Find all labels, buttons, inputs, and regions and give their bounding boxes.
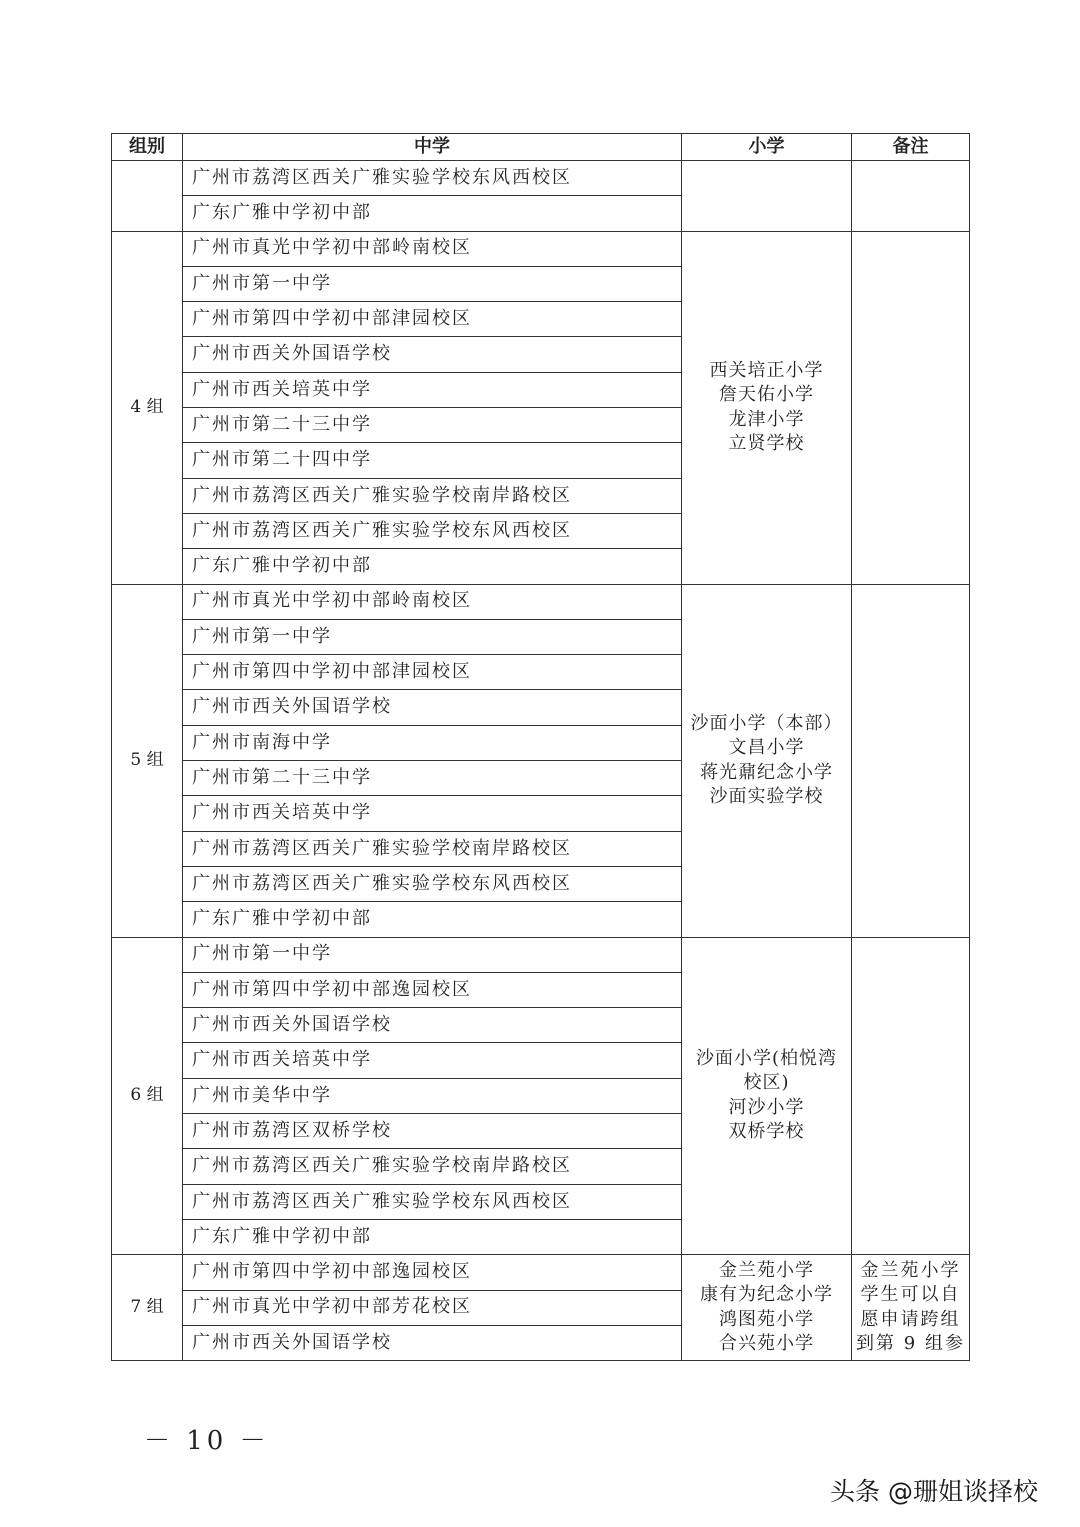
- primary-school-name: 康有为纪念小学: [700, 1284, 833, 1306]
- middle-school-cell: 广东广雅中学初中部: [183, 1219, 682, 1254]
- primary-school-name: 河沙小学: [728, 1096, 805, 1118]
- page-number: － 10 －: [144, 1426, 270, 1456]
- primary-school-name: 立贤学校: [728, 433, 805, 455]
- header-middle-school: 中学: [183, 134, 682, 161]
- middle-school-cell: 广州市西关培英中学: [183, 796, 682, 831]
- middle-school-cell: 广州市第一中学: [183, 937, 682, 972]
- primary-school-name: 沙面小学（本部）: [690, 712, 843, 734]
- middle-school-cell: 广州市第四中学初中部逸园校区: [183, 972, 682, 1007]
- middle-school-cell: 广州市真光中学初中部芳花校区: [183, 1290, 682, 1325]
- primary-school-name: 金兰苑小学: [719, 1259, 814, 1281]
- middle-school-cell: 广州市第一中学: [183, 619, 682, 654]
- middle-school-cell: 广州市真光中学初中部岭南校区: [183, 584, 682, 619]
- middle-school-cell: 广州市第二十三中学: [183, 408, 682, 443]
- header-primary-school: 小学: [682, 134, 852, 161]
- middle-school-cell: 广州市第四中学初中部逸园校区: [183, 1255, 682, 1290]
- group-label: [112, 161, 183, 232]
- primary-school-name: 双桥学校: [728, 1121, 805, 1143]
- middle-school-cell: 广州市西关培英中学: [183, 1043, 682, 1078]
- remarks-cell: [852, 161, 970, 232]
- primary-schools-cell: [682, 584, 852, 937]
- remarks-cell: [852, 584, 970, 937]
- remark-line: 学生可以自: [860, 1284, 961, 1306]
- primary-school-name: 蒋光鼐纪念小学: [700, 761, 833, 783]
- primary-school-name: 合兴苑小学: [719, 1333, 814, 1355]
- primary-school-name: 沙面小学(柏悦湾: [695, 1047, 838, 1069]
- remarks-cell: [852, 1255, 970, 1361]
- table-header-row: [112, 134, 970, 161]
- middle-school-cell: 广州市第二十四中学: [183, 443, 682, 478]
- middle-school-cell: 广州市荔湾区西关广雅实验学校南岸路校区: [183, 478, 682, 513]
- middle-school-cell: 广州市西关外国语学校: [183, 690, 682, 725]
- group-label: 7 组: [112, 1255, 183, 1361]
- middle-school-cell: 广州市西关外国语学校: [183, 337, 682, 372]
- middle-school-cell: 广州市美华中学: [183, 1078, 682, 1113]
- middle-school-cell: 广州市西关外国语学校: [183, 1325, 682, 1360]
- header-remarks: 备注: [852, 134, 970, 161]
- group-label: 6 组: [112, 937, 183, 1255]
- table-row: [112, 231, 970, 266]
- middle-school-cell: 广东广雅中学初中部: [183, 902, 682, 937]
- primary-schools-cell: [682, 1255, 852, 1361]
- primary-school-name: 校区): [743, 1072, 790, 1094]
- middle-school-cell: 广州市荔湾区双桥学校: [183, 1114, 682, 1149]
- middle-school-cell: 广州市荔湾区西关广雅实验学校东风西校区: [183, 1184, 682, 1219]
- table-row: [112, 1255, 970, 1290]
- group-label: 5 组: [112, 584, 183, 937]
- middle-school-cell: 广州市荔湾区西关广雅实验学校东风西校区: [183, 866, 682, 901]
- middle-school-cell: 广州市西关外国语学校: [183, 1008, 682, 1043]
- middle-school-cell: 广州市第一中学: [183, 266, 682, 301]
- table-row: [112, 937, 970, 972]
- middle-school-cell: 广东广雅中学初中部: [183, 549, 682, 584]
- primary-school-name: 文昌小学: [728, 737, 805, 759]
- middle-school-cell: 广州市西关培英中学: [183, 372, 682, 407]
- middle-school-cell: 广州市荔湾区西关广雅实验学校南岸路校区: [183, 831, 682, 866]
- remarks-cell: [852, 231, 970, 584]
- watermark: 头条 @珊姐谈择校: [830, 1477, 1038, 1506]
- header-group: 组别: [112, 134, 183, 161]
- school-group-table: [111, 133, 970, 1361]
- middle-school-cell: 广州市南海中学: [183, 725, 682, 760]
- table-row: [112, 161, 970, 196]
- primary-schools-cell: [682, 937, 852, 1255]
- middle-school-cell: 广州市荔湾区西关广雅实验学校东风西校区: [183, 513, 682, 548]
- middle-school-cell: 广州市真光中学初中部岭南校区: [183, 231, 682, 266]
- middle-school-cell: 广东广雅中学初中部: [183, 196, 682, 231]
- primary-school-name: 龙津小学: [728, 408, 805, 430]
- primary-school-name: 西关培正小学: [709, 359, 824, 381]
- primary-school-name: 詹天佑小学: [719, 384, 814, 406]
- remark-line: 到第 9 组参: [856, 1333, 965, 1355]
- middle-school-cell: 广州市荔湾区西关广雅实验学校南岸路校区: [183, 1149, 682, 1184]
- remark-line: 愿申请跨组: [860, 1308, 961, 1330]
- middle-school-cell: 广州市第二十三中学: [183, 761, 682, 796]
- remark-line: 金兰苑小学: [860, 1259, 961, 1281]
- primary-school-name: 鸿图苑小学: [719, 1308, 814, 1330]
- middle-school-cell: 广州市荔湾区西关广雅实验学校东风西校区: [183, 161, 682, 196]
- group-label: 4 组: [112, 231, 183, 584]
- middle-school-cell: 广州市第四中学初中部津园校区: [183, 655, 682, 690]
- primary-schools-cell: [682, 161, 852, 232]
- primary-school-name: 沙面实验学校: [709, 786, 824, 808]
- table-row: [112, 584, 970, 619]
- remarks-cell: [852, 937, 970, 1255]
- primary-schools-cell: [682, 231, 852, 584]
- middle-school-cell: 广州市第四中学初中部津园校区: [183, 302, 682, 337]
- table-body: [112, 161, 970, 1361]
